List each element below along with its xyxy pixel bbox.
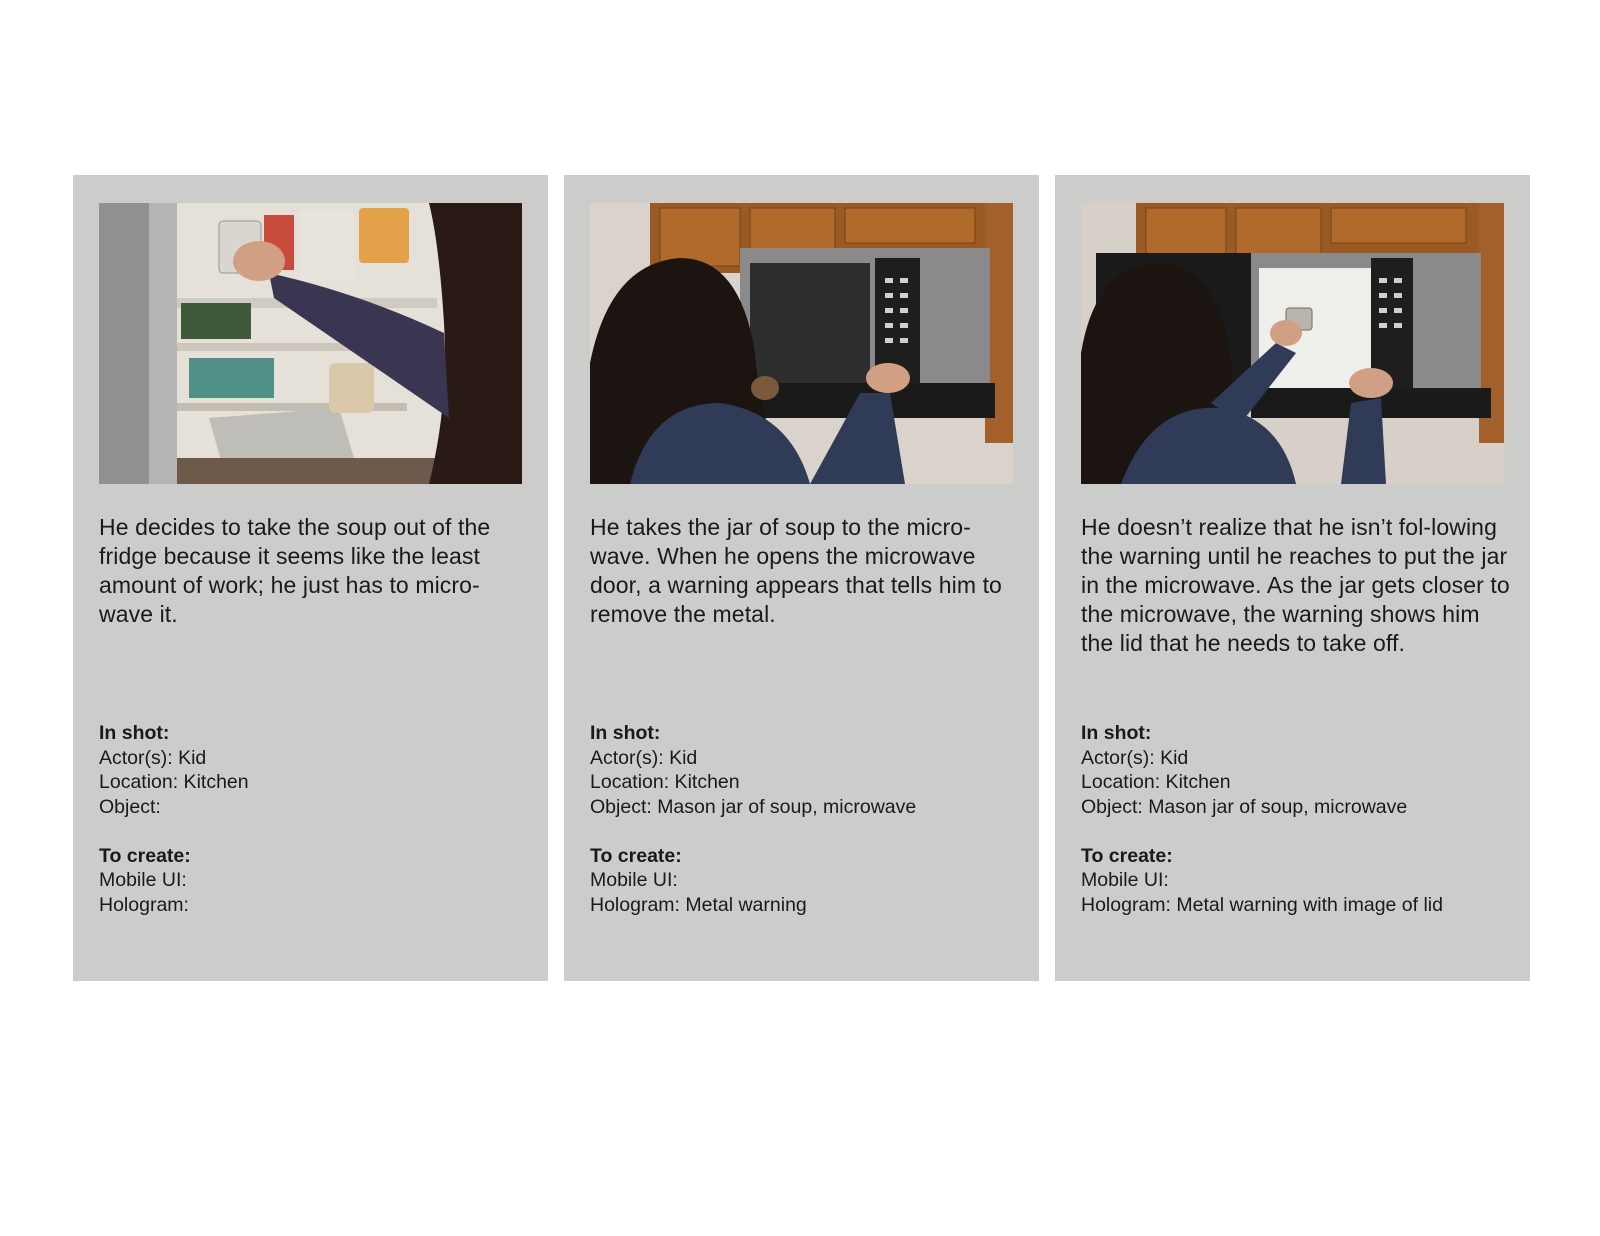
object-line: Object: (99, 795, 161, 818)
panel-caption: He doesn’t realize that he isn’t fol-lowing the warning until he reaches to put the jar in the microwave. As the jar gets closer to the microwave, the warning shows him the lid that he needs to take off. (1081, 514, 1510, 656)
actors-line: Actor(s): Kid (99, 746, 207, 769)
storyboard-panel-2 (564, 175, 1039, 981)
panel-caption: He decides to take the soup out of the fridge because it seems like the least amount of work; he just has to micro-wave it. (99, 514, 491, 627)
to-create-heading: To create: (1081, 844, 1173, 867)
actors-line: Actor(s): Kid (590, 746, 698, 769)
mobile-ui-line: Mobile UI: (590, 869, 678, 891)
location-line: Location: Kitchen (590, 771, 740, 793)
hologram-line: Hologram: Metal warning with image of lid (1081, 893, 1443, 916)
shot-details (1081, 721, 1521, 917)
in-shot-heading: In shot: (1081, 722, 1152, 744)
object-line: Object: Mason jar of soup, microwave (590, 795, 917, 818)
location-line: Location: Kitchen (99, 771, 249, 793)
object-line: Object: Mason jar of soup, microwave (1081, 795, 1408, 818)
panel-caption: He takes the jar of soup to the micro-wave. When he opens the microwave door, a warning appears that tells him to remove the metal. (590, 514, 1002, 627)
location-line: Location: Kitchen (1081, 771, 1231, 793)
shot-details (590, 721, 1030, 917)
photo-microwave-open (1081, 203, 1504, 484)
actors-line: Actor(s): Kid (1081, 746, 1189, 769)
shot-details (99, 721, 539, 917)
mobile-ui-line: Mobile UI: (99, 869, 187, 891)
photo-fridge (99, 203, 522, 484)
to-create-heading: To create: (99, 844, 191, 867)
in-shot-heading: In shot: (590, 722, 661, 744)
photo-microwave-closed (590, 203, 1013, 484)
storyboard-panel-3 (1055, 175, 1530, 981)
to-create-heading: To create: (590, 844, 682, 867)
hologram-line: Hologram: (99, 893, 189, 916)
mobile-ui-line: Mobile UI: (1081, 869, 1169, 891)
hologram-line: Hologram: Metal warning (590, 893, 807, 916)
storyboard-panel-1 (73, 175, 548, 981)
in-shot-heading: In shot: (99, 722, 170, 744)
